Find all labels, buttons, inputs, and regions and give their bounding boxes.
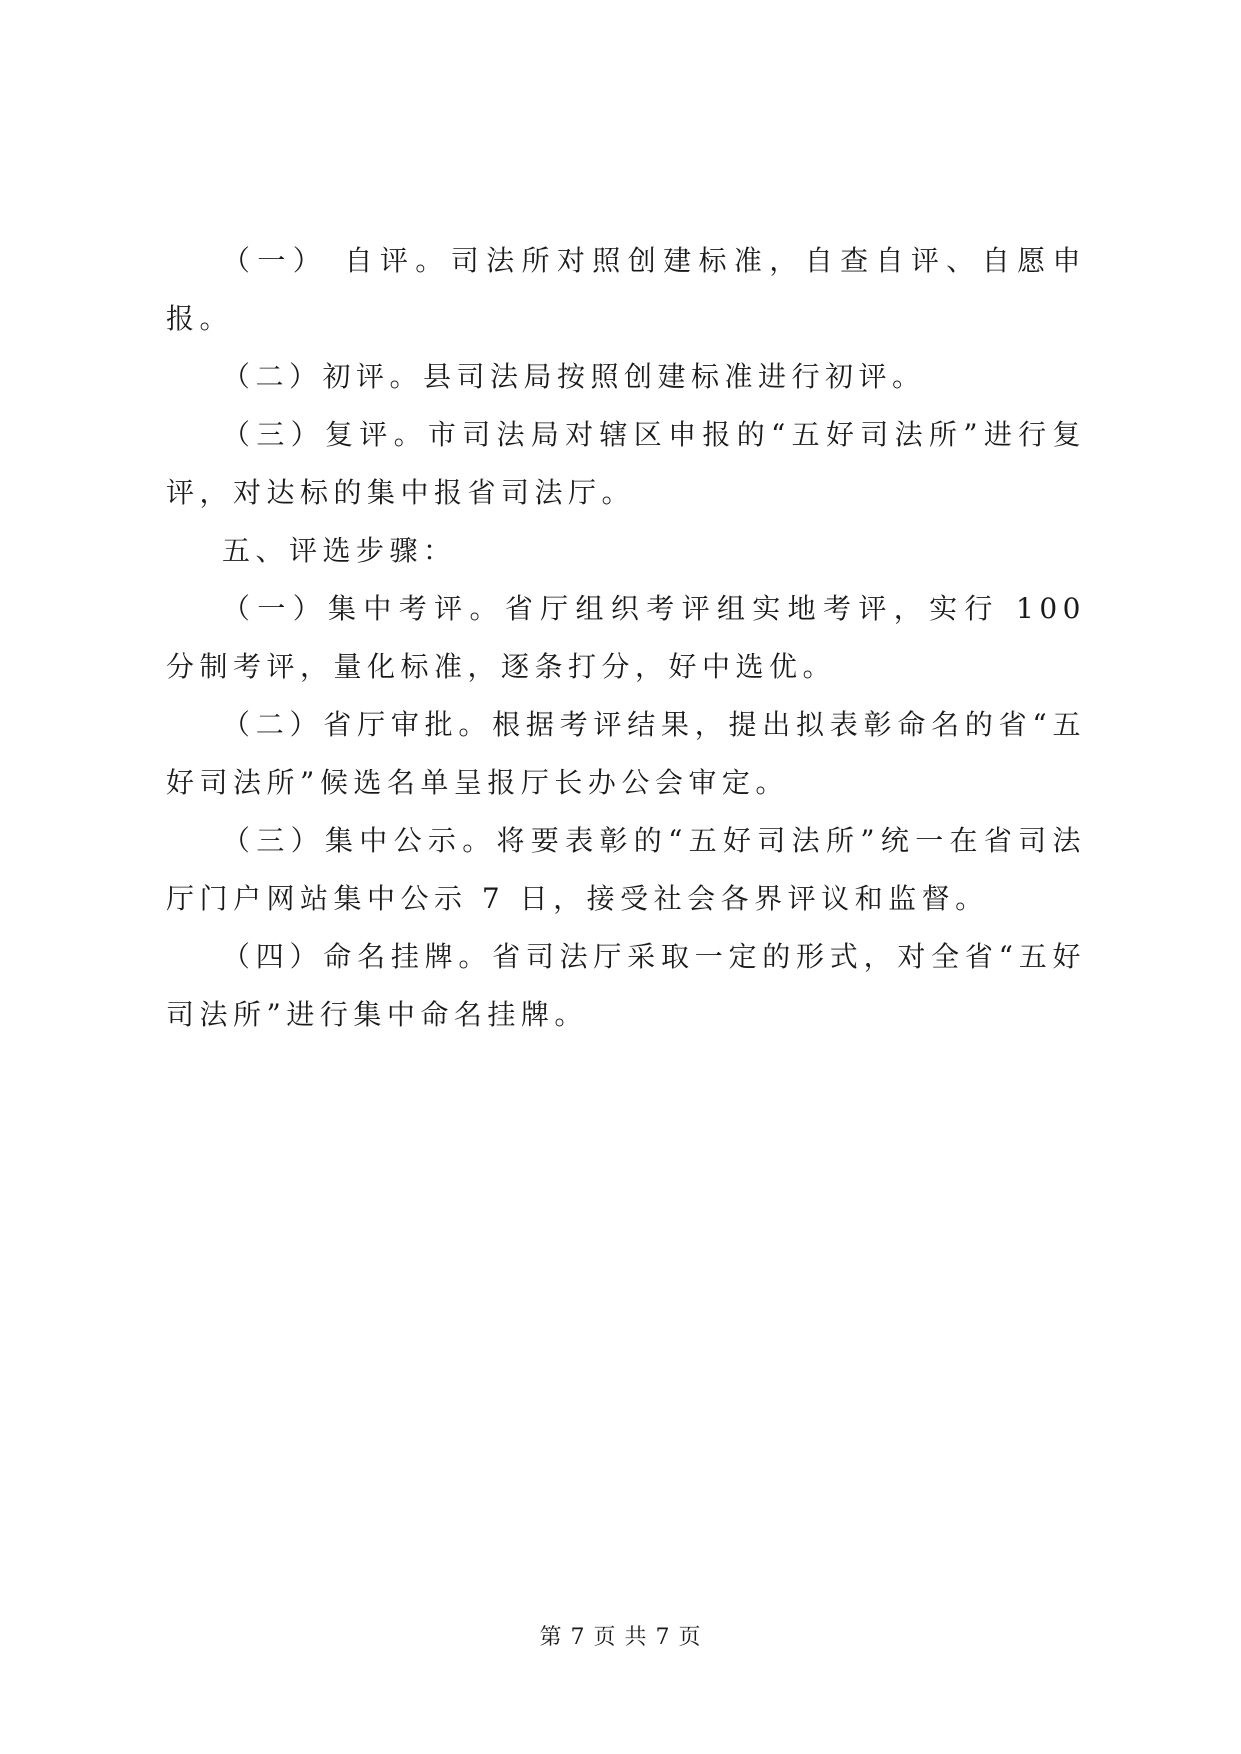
document-body: [166, 232, 1086, 1044]
paragraph-provincial-approval: （二）省厅审批。根据考评结果，提出拟表彰命名的省“五好司法所”候选名单呈报厅长办公会审定。: [166, 708, 1086, 799]
paragraph-initial-evaluation: （二）初评。县司法局按照创建标准进行初评。: [222, 360, 926, 393]
paragraph-public-notice: （三）集中公示。将要表彰的“五好司法所”统一在省司法厅门户网站集中公示 7 日，接受社会各界评议和监督。: [166, 824, 1086, 915]
paragraph-naming-plaque: （四）命名挂牌。省司法厅采取一定的形式，对全省“五好司法所”进行集中命名挂牌。: [166, 940, 1086, 1031]
page-number-footer: 第 7 页 共 7 页: [539, 1625, 702, 1650]
section-heading-selection-steps: 五、评选步骤：: [222, 534, 457, 567]
paragraph-self-evaluation: （一） 自评。司法所对照创建标准，自查自评、自愿申报。: [166, 244, 1086, 335]
paragraph-centralized-assessment: （一）集中考评。省厅组织考评组实地考评，实行 100 分制考评，量化标准，逐条打分，好中选优。: [166, 592, 1086, 683]
paragraph-re-evaluation: （三）复评。市司法局对辖区申报的“五好司法所”进行复评，对达标的集中报省司法厅。: [166, 418, 1086, 509]
